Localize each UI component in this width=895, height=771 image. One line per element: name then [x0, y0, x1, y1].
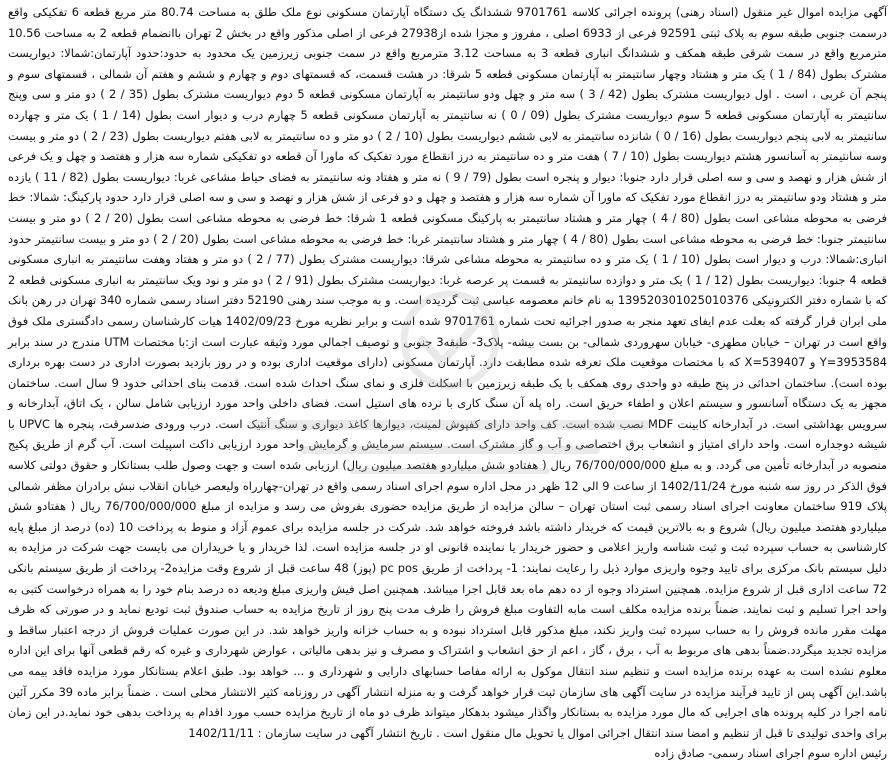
notice-signature: رئیس اداره سوم اجرای اسناد رسمی- صادق زاده: [654, 746, 887, 761]
notice-body-text: آگهی مزایده اموال غیر منقول (اسناد رهنی) پرونده اجرائی کلاسه 9701761 ششدانگ یک دستگاه آپارتمان مسکونی نوع ملک طلق به مساحت 80.74 متر مربع قطعه 6 تفکیکی واقع درسمت جنوبی طبقه سوم به پلاک ثبتی 92591 فرعی از 6933 اصلی ، مفروز و مجزا شده از27938 فرعی از اصلی مذکور واقع در بخش 2 تهران باانضمام قطعه 2 به مساحت 10.56 مترمربع واقع در سمت شرقی طبقه همکف و ششدانگ انباری قطعه 3 به مساحت 3.12 مترمربع واقع در سمت جنوبی زیرزمین یک محدود به حدود:حدود آپارتمان:شمالا: دیواریست مشترک بطول (84 / 1 ) یک متر و هشتاد وچهار سانتیمتر به آپارتمان مسکونی قطعه 5 شرقا: در هشت قسمت، که قسمتهای دوم و چهارم و ششم و هفتم آن شمالی ، قسمتهای سوم و پنجم آن غربی ، است . اول دیواریست مشترک بطول (42 / 3 ) سه متر و چهل ودو سانتیمتر به آپارتمان مسکونی قطعه 5 دوم دیواریست مشترک بطول (35 / 2 ) دو متر و سی وپنج سانتیمتر به آپارتمان مسکونی قطعه 5 سوم دیواریست مشترک بطول (09 / 0 ) نه سانتیمتر به آپارتمان مسکونی قطعه 5 چهارم درب و دیوار است بطول (14 / 1 ) یک متر و چهارده سانتیمتر به لابی پنجم دیواریست بطول (16 / 0 ) شانزده سانتیمتر به لابی ششم دیواریست بطول (10 / 2 ) دو متر و ده سانتیمتر به لابی هفتم دیواریست بطول (23 / 2 ) دو متر و بیست وسه سانتیمتر به آسانسور هشتم دیواریست بطول (10 / 7 ) هفت متر و ده سانتیمتر به درز انقطاع مورد تفکیک که ماورا آن قطعه دو تفکیکی شماره سه هزار و هفتصد و چهل و یک فرعی از شش هزار و نهصد و سی و سه اصلی قرار دارد جنوبا: دیوار و پنجره است بطول (79 / 9 ) نه متر و هفتاد ونه سانتیمتر به فضای حیاط مشاعی غربا: دیواریست بطول (82 / 11 ) یازده متر و هشتاد ودو سانتیمتر به درز انقطاع مورد تفکیک که ماورا آن شماره سه هزار و هفتصد و چهل و دو فرعی از شش هزار و نهصد و سی و سه اصلی قرار دارد حدود پارکینگ: شمالا: خط فرضی به محوطه مشاعی است بطول (80 / 4 ) چهار متر و هشتاد سانتیمتر به پارکینگ مسکونی قطعه 1 شرقا: خط فرضی به محوطه مشاعی است بطول (20 / 2 ) دو متر و بیست سانتیمتر جنوبا: خط فرضی به محوطه مشاعی است بطول (80 / 4 ) چهار متر و هشتاد سانتیمتر غربا: خط فرضی به محوطه مشاعی است بطول (20 / 2 ) دو متر و بیست سانتیمتر حدود انباری:شمالا: درب و دیوار است بطول (10 / 1 ) یک متر و ده سانتیمتر به محوطه مشاعی شرقا: دیواریست مشترک بطول (77 / 2 ) دو متر و هفتاد وهفت سانتیمتر به انباری مسکونی قطعه 4 جنوبا: دیواریست بطول (12 / 1 ) یک متر و دوازده سانتیمتر به قسمت پر عرصه غربا: دیواریست مشترک بطول (91 / 2 ) دو متر و نود ویک سانتیمتر به انباری مسکونی قطعه 2 که با شماره دفتر الکترونیکی 139520301025010376 به نام خانم معصومه عباسی ثبت گردیده است. و به موجب سند رهنی 52190 دفتر اسناد رسمی شماره 340 تهران در رهن بانک ملی ایران قرار گرفته که بعلت عدم ایفای تعهد منجر به صدور اجرائیه تحت شماره 9701761 شده است و برابر نظریه مورخ 1402/09/23 هیات کارشناسان رسمی دادگستری ملک فوق واقع است در تهران – خیابان مطهری- خیابان سهروردی شمالی- بن بست بیشه- پلاک3- طبقه3 جنوبی و توصیف اجمالی مورد وثیقه عبارت است از:با مختصات UTM مندرج در سند برابر Y=3953584 و X=539407 که با مختصات موقعیت ملک تعرفه شده مطابقت دارد. آپارتمان مسکونی (دارای موقعیت اداری بوده و در روز بازدید بصورت اداری در دست بهره برداری بوده است). ساختمان احداثی در پنج طبقه دو واحدی روی همکف با یک طبقه زیرزمین با اسکلت فلزی و نمای سنگ احداث شده است. قدمت بنای احداثی حدود 9 سال است. ساختمان مجهز به یک دستگاه آسانسور و سیستم اعلان و اطفاء حریق است. راه پله آن سنگ کاری با نرده های استیل است. فضای داخلی واحد مورد ارزیابی شامل سالن ، یک اتاق، آبدارخانه و سرویس بهداشتی است. در آبدارخانه کابینت MDF نصب شده است. کف واحد دارای کفپوش لمینت، دیوارها کاغذ دیواری و سنگ آنتیک است. درب ورودی ضدسرقت، پنجره ها UPVC با شیشه دوجداره است. واحد دارای امتیاز و انشعاب برق اختصاصی و آب و گاز مشترک است. سیستم سرمایش و گرمایش واحد مورد ارزیابی داکت اسپیلت است. آب گرم از طریق پکیج منصوبه در آبدارخانه تأمین می گردد. و به مبلغ 76/700/000/000 ریال ( هفتادو شش میلیاردو هفتصد میلیون ریال) ارزیابی شده است و جهت وصول طلب بستانکار و حقوق دولتی کلاسه فوق الذکر در روز سه شنبه مورخ 1402/11/24 از ساعت 9 الی 12 ظهر در محل اداره سوم اجرای اسناد رسمی واقع در تهران-چهارراه ولیعصر خیابان انقلاب نبش برادران مظفر شمالی پلاک 919 ساختمان معاونت اجرای اسناد رسمی ثبت استان تهران – سالن مزایده از طریق مزایده حضوری بفروش می رسد و مزایده از مبلغ 76/700/000/000 ریال ( هفتادو شش میلیاردو هفتصد میلیون ریال) شروع و به بالاترین قیمت که خریدار داشته باشد فروخته خواهد شد. شرکت در جلسه مزایده برای عموم آزاد و منوط به پرداخت 10 (ده) درصد از مبلغ پایه کارشناسی به حساب سپرده ثبت و ثبت شناسه واریز اعلامی و حضور خریدار یا نماینده قانونی او در جلسه مزایده است. لذا خریدار و یا خریداران می بایست جهت شرکت در مزایده به دلیل سیستم بانک مرکزی برای تایید وجوه واریزی موارد ذیل را رعایت نمایند: 1- پرداخت از طریق pc pos (پوز) 48 ساعت قبل از شروع وقت مزایده2- پرداخت از طریق سیستم بانکی 72 ساعت اداری قبل از شروع مزایده. همچنین استرداد وجوه از ده دهم ماه بعد قابل اجرا میباشد. همچنین اصل فیش واریزی مبلغ ودیعه ده درصد بنام خود را به همراه درخواست کتبی به واحد اجرا تسلیم و ثبت نمایند. ضمناً برنده مزایده مکلف است مابه التفاوت مبلغ فروش را ظرف مدت پنج روز از تاریخ مزایده به حساب صندوق ثبت تودیع نماید و در صورتی که ظرف مهلت مقرر مانده فروش را به حساب سپرده ثبت واریز نکند، مبلغ مذکور قابل استرداد نبوده و به حساب خزانه واریز خواهد شد. در این صورت عملیات فروش از درجه اعتبار ساقط و مزایده تجدید میگردد.ضمناً بدهی های مربوط به آب ، برق ، گاز ، اعم از حق انشعاب و اشتراک و مصرف و نیز بدهی مالیاتی ، عوارض شهرداری و غیره که رقم قطعی آنها برای این اداره معلوم نشده است به عهده برنده مزایده است و تنظیم سند انتقال موکول به ارائه مفاصا حسابهای دارایی و شهرداری و ... خواهد بود. طبق اعلام بستانکار مورد مزایده فاقد بیمه می باشد.این آگهی پس از تایید فرآیند مزایده در سایت آگهی های سازمان ثبت قرار خواهد گرفت و به منزله انتشار آگهی در روزنامه کثیر الانتشار محلی است . ضمناً برابر ماده 39 مکرر آئین نامه اجرا در کلیه پرونده های اجرایی که مال مورد مزایده به بستانکار واگذار میشود بدهکار میتواند ظرف دو ماه از تاریخ مزایده حسب مورد اقدام به پرداخت بدهی خود نماید.در این زمان برای واحدی تولیدی تا قبل از تنظیم و امضا سند انتقال اجرائی اموال یا تحویل مال منقول است . تاریخ انتشار آگهی در سایت سازمان : 1402/11/11: [8, 5, 888, 740]
